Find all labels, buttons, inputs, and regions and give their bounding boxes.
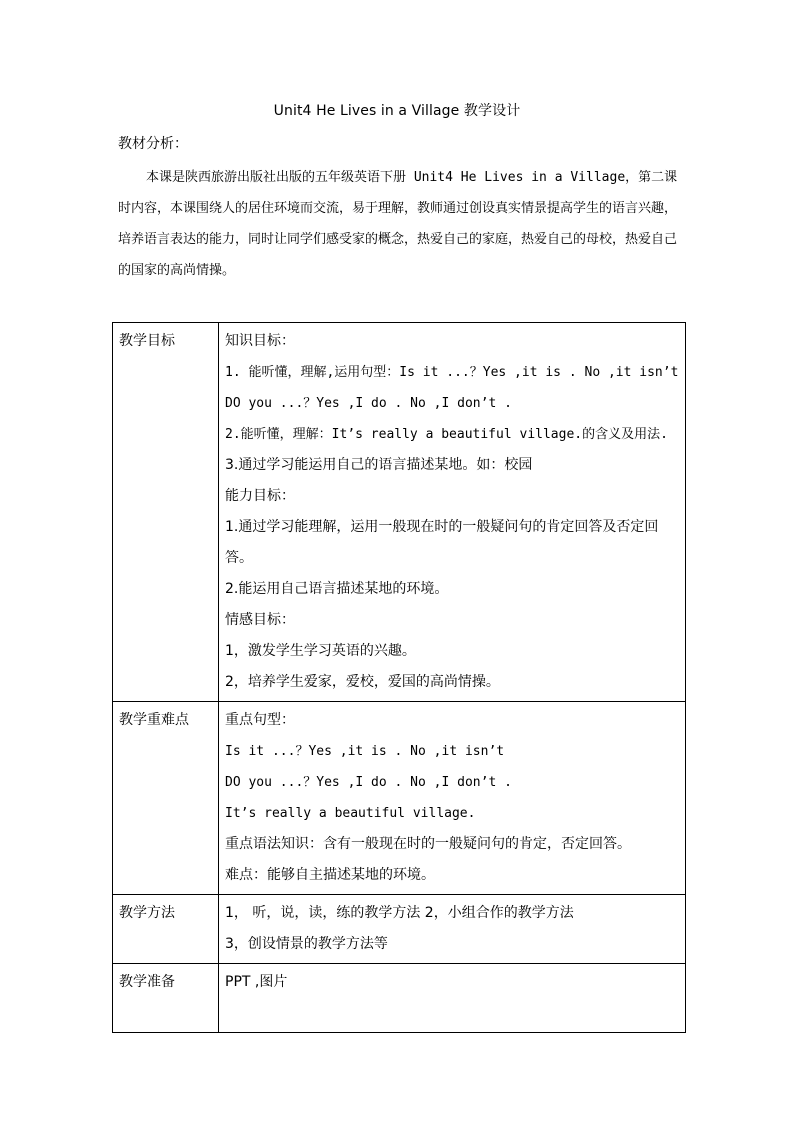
table-row-teaching-preparation	[113, 964, 686, 1033]
key-point-line: Is it ...？Yes ,it is . No ,it isn’t	[225, 744, 505, 759]
key-point-line: DO you ...？Yes ,I do . No ,I don’t .	[225, 775, 512, 790]
material-analysis-label: 教材分析：	[118, 136, 188, 152]
objective-line: 能力目标：	[225, 488, 295, 504]
objective-line: 2.能听懂，理解：It’s really a beautiful village.的含义及用法.	[225, 427, 668, 442]
objective-line: 2，培养学生爱家，爱校，爱国的高尚情操。	[225, 674, 500, 690]
row-content-key-difficult-points	[219, 702, 686, 895]
objective-line: 3.通过学习能运用自己的语言描述某地。如：校园	[225, 457, 533, 473]
method-line: 1， 听，说，读，练的教学方法 2，小组合作的教学方法	[225, 905, 574, 921]
objective-line: 1，激发学生学习英语的兴趣。	[225, 643, 416, 659]
preparation-spacer	[225, 998, 679, 1029]
key-point-line: 重点语法知识：含有一般现在时的一般疑问句的肯定，否定回答。	[225, 836, 631, 852]
key-point-line: 难点：能够自主描述某地的环境。	[225, 867, 435, 883]
row-label-teaching-methods: 教学方法	[113, 895, 219, 964]
objective-line: 2.能运用自己语言描述某地的环境。	[225, 581, 449, 597]
objective-line: 1. 能听懂，理解,运用句型：Is it ...？Yes ,it is . No ,it isn’t DO you ...？Yes ,I do . No ,I don’t .	[225, 365, 679, 411]
table-row-teaching-objectives	[113, 323, 686, 702]
row-label-teaching-objectives: 教学目标	[113, 323, 219, 702]
table-row-teaching-methods	[113, 895, 686, 964]
row-label-teaching-preparation: 教学准备	[113, 964, 219, 1033]
preparation-line: PPT ,图片	[225, 974, 288, 990]
objective-line: 知识目标：	[225, 333, 295, 349]
row-label-key-difficult-points: 教学重难点	[113, 702, 219, 895]
objective-line: 1.通过学习能理解，运用一般现在时的一般疑问句的肯定回答及否定回答。	[225, 519, 659, 566]
row-content-teaching-preparation	[219, 964, 686, 1033]
document-title: Unit4 He Lives in a Village 教学设计	[273, 103, 521, 119]
row-content-teaching-methods	[219, 895, 686, 964]
lesson-plan-table	[112, 322, 686, 1033]
row-content-teaching-objectives	[219, 323, 686, 702]
key-point-line: It’s really a beautiful village.	[225, 806, 476, 821]
method-line: 3，创设情景的教学方法等	[225, 936, 388, 952]
material-analysis-paragraph: 本课是陕西旅游出版社出版的五年级英语下册 Unit4 He Lives in a Village，第二课时内容，本课围绕人的居住环境而交流，易于理解，教师通过创设真实情景提高学生的语言兴趣，培养语言表达的能力，同时让同学们感受家的概念，热爱自己的家庭，热爱自己的母校，热爱自己的国家的高尚情操。	[118, 170, 678, 278]
table-row-key-difficult-points	[113, 702, 686, 895]
objective-line: 情感目标：	[225, 612, 295, 628]
key-point-line: 重点句型：	[225, 712, 295, 728]
